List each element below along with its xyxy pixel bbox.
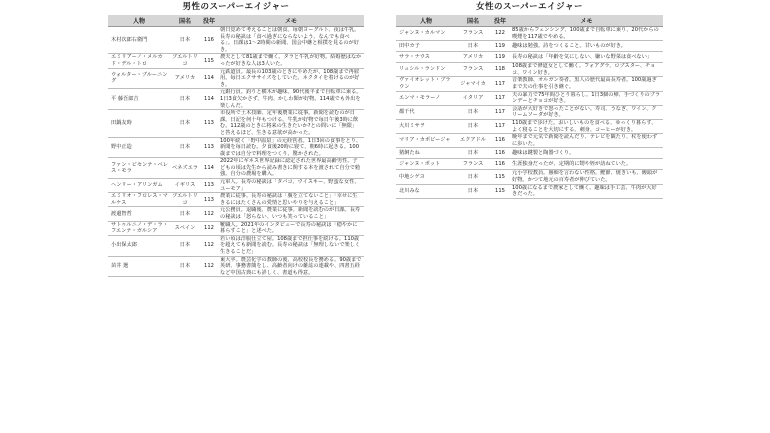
- name-cell: 小出保太郎: [108, 235, 170, 256]
- age-cell: 119: [490, 41, 510, 52]
- female-section: [396, 0, 663, 199]
- male-table-title: 男性のスーパーエイジャー: [182, 2, 290, 12]
- country-cell: 日本: [456, 148, 490, 159]
- age-cell: 112: [200, 221, 218, 235]
- name-cell: エンマ・モラーノ: [396, 91, 456, 105]
- name-cell: 野中正造: [108, 137, 170, 158]
- memo-cell: 生涯独身だったが、定期的に甥や姪が訪ねていた。: [510, 159, 663, 170]
- table-row: [108, 110, 364, 137]
- memo-cell: 元公務員。退職後、農業に従事。新聞を読むのが日課。長寿の秘訣は「怒らない、いつも笑っていること」: [218, 207, 364, 221]
- age-cell: 113: [200, 137, 218, 158]
- country-cell: 日本: [456, 184, 490, 198]
- age-cell: 122: [490, 27, 510, 41]
- memo-cell: 東大卒。農芸化学の教師の後、高校校長を務める。90歳まで英研、事務書簡をし、高齢者向けの雑誌の連載や、四書五経など中国古典にも詳しく、書道も得意。: [218, 256, 364, 277]
- table-row: [396, 134, 663, 148]
- table-row: [108, 221, 364, 235]
- name-cell: リュシル・ランドン: [396, 63, 456, 77]
- country-cell: フランス: [456, 27, 490, 41]
- country-cell: 日本: [170, 256, 200, 277]
- country-cell: フランス: [456, 63, 490, 77]
- memo-cell: 靴職人。2021年のインタビューで長寿の秘訣は「穏やかに暮らすこと」と述べた。: [218, 221, 364, 235]
- female-table-body: [396, 27, 663, 199]
- age-cell: 116: [200, 27, 218, 54]
- table-row: [108, 207, 364, 221]
- name-cell: 渡邊智哲: [108, 207, 170, 221]
- age-cell: 112: [200, 235, 218, 256]
- memo-cell: 若い頃は洋服仕立て屋。108歳まで担仕事を続ける。110歳を超えても新聞を読む。長寿の秘訣は「無理しないで楽しく生きることだ」: [218, 235, 364, 256]
- age-cell: 116: [490, 159, 510, 170]
- name-cell: 苗井 選: [108, 256, 170, 277]
- female-table-header-row: [396, 15, 663, 27]
- memo-cell: 農業に従事。長寿の秘訣は「腹を立てないこと」「幸せに生きるにはたくさんの愛情と思いやりを与えること」: [218, 193, 364, 207]
- age-cell: 114: [200, 89, 218, 110]
- country-cell: 日本: [170, 89, 200, 110]
- table-row: [396, 105, 663, 119]
- name-cell: 猪飼たね: [396, 148, 456, 159]
- table-row: [396, 170, 663, 184]
- memo-cell: 108歳まで修道女として働く。フォアグラ、ロブスター、チョコ、ワイン好き。: [510, 63, 663, 77]
- name-cell: 都千代: [396, 105, 456, 119]
- name-cell: サトゥルニノ・デ・ラ・フエンテ・ガルシア: [108, 221, 170, 235]
- header-name: 人物: [108, 15, 170, 27]
- name-cell: ヴァイオレット・ブラウン: [396, 77, 456, 91]
- country-cell: アメリカ: [170, 68, 200, 89]
- name-cell: マリア・カポビージャ: [396, 134, 456, 148]
- country-cell: ジャマイカ: [456, 77, 490, 91]
- name-cell: サラ・ナウス: [396, 52, 456, 63]
- country-cell: 日本: [170, 27, 200, 54]
- country-cell: アメリカ: [456, 52, 490, 63]
- header-age: 没年: [200, 15, 218, 27]
- memo-cell: 110歳まで歩けた。おいしいものを食べる、ゆっくり暮らす、よく寝ることを大切にする。刺身、コーヒーが好き。: [510, 119, 663, 133]
- age-cell: 113: [200, 110, 218, 137]
- table-row: [396, 91, 663, 105]
- memo-cell: 農夫として81歳まで働く。タラと牛乳が好物。結婚歴はなかったが好きな人は3人いた。: [218, 54, 364, 68]
- table-row: [108, 235, 364, 256]
- name-cell: ウォルター・ブルーニング: [108, 68, 170, 89]
- country-cell: 日本: [456, 105, 490, 119]
- name-cell: エミリオ・フロレス・マルケス: [108, 193, 170, 207]
- memo-cell: 朝日覚めて考えることは朝食。毎朝ヨーグルト、夜は牛乳。長寿の秘訣は「食べ過ぎにならないよう、なんでも食べる」。日課は1〜2時間の新聞、国会中継と相撲を見るのが好き。: [218, 27, 364, 54]
- memo-cell: 元小学校教員。愚痴を言わない性格。鰹節、焼きいも、饅頭が好物。かつて地元の百寿者が伸びていた。: [510, 170, 663, 184]
- memo-cell: 長寿の秘訣は「年齢を気にしない、嫌いな野菜は食べない」: [510, 52, 663, 63]
- age-cell: 117: [490, 77, 510, 91]
- country-cell: 日本: [170, 207, 200, 221]
- table-row: [396, 159, 663, 170]
- memo-cell: 2022年にギネス世界記録に認定された世界最高齢男性。子どもの頃は先生から読み書きに関する本を渡されて自分で勉強。自分の農場を購入。: [218, 158, 364, 179]
- memo-cell: 夫の暴力で75年間ひとり暮らし。1日3個の卵、手づくりのブランデーとチョコが好き。: [510, 91, 663, 105]
- name-cell: 田鍋友時: [108, 110, 170, 137]
- table-row: [396, 27, 663, 41]
- country-cell: 日本: [170, 235, 200, 256]
- table-row: [108, 27, 364, 54]
- country-cell: ベネズエラ: [170, 158, 200, 179]
- name-cell: 田中カ子: [396, 41, 456, 52]
- memo-cell: 趣味は勉強。詩をつくること。甘いものが好き。: [510, 41, 663, 52]
- table-row: [396, 63, 663, 77]
- header-country: 国名: [170, 15, 200, 27]
- name-cell: 大川ミサヲ: [396, 119, 456, 133]
- country-cell: プエルトリコ: [170, 193, 200, 207]
- age-cell: 114: [200, 158, 218, 179]
- table-row: [108, 179, 364, 193]
- female-table-title: 女性のスーパーエイジャー: [476, 2, 583, 12]
- country-cell: イギリス: [170, 179, 200, 193]
- table-row: [396, 184, 663, 198]
- memo-cell: 元鉄道員。最長の103歳のときにやめたが、108歳まで再雇用。毎日エクササイズをしていた。ネクタイを着けるのが好き。: [218, 68, 364, 89]
- memo-cell: 85歳からフェンシング、100歳まで自転車に乗り、20代からの喫煙を117歳でやめる。: [510, 27, 663, 41]
- age-cell: 115: [490, 184, 510, 198]
- memo-cell: 会話が大好きで怒ったことがない。寿司、うなぎ、ワイン、クリームソーダが好き。: [510, 105, 663, 119]
- table-row: [108, 193, 364, 207]
- memo-cell: 市役所で土木技師、定年後農業に従事。新聞を読むのが日課。日記を何十年もつける。牛乳が好物で毎日午後3時に飲む。112歳のときに将来の生きたいか?との問いに「無限」と答えるほど、生きる意欲が高かった。: [218, 110, 364, 137]
- header-memo: メモ: [218, 15, 364, 27]
- memo-cell: 趣味は鍵製と陶器づくり。: [510, 148, 663, 159]
- country-cell: プエルトリコ: [170, 54, 200, 68]
- memo-cell: 元軍人。長寿の秘訣は「タバコ、ウイスキー、野蛮な女性、ユーモア」: [218, 179, 364, 193]
- table-row: [108, 137, 364, 158]
- male-section: [108, 0, 364, 277]
- country-cell: フランス: [456, 159, 490, 170]
- age-cell: 113: [200, 193, 218, 207]
- country-cell: 日本: [170, 110, 200, 137]
- age-cell: 115: [490, 170, 510, 184]
- memo-cell: 音楽教師、オルガン奏者。黒人の歴代最高長寿者。100歳過ぎまで夫の仕事を引き継ぐ。: [510, 77, 663, 91]
- table-row: [108, 54, 364, 68]
- country-cell: 日本: [456, 41, 490, 52]
- name-cell: エミリアーノ・メルカド・デル・トロ: [108, 54, 170, 68]
- age-cell: 115: [200, 54, 218, 68]
- name-cell: 平 藤吾郎吉: [108, 89, 170, 110]
- header-name: 人物: [396, 15, 456, 27]
- table-row: [108, 256, 364, 277]
- memo-cell: 100年続く「野中温泉」の元経営者。1日3回の食事をとり、新聞を毎日読む。夕食後20時に寝て、朝6時に起きる。100歳までは自分で料理をつくり、驚かされた。: [218, 137, 364, 158]
- table-row: [108, 158, 364, 179]
- age-cell: 113: [200, 179, 218, 193]
- memo-cell: 100歳になるまで農家として働く。趣味は手工芸、牛肉が大好きだった。: [510, 184, 663, 198]
- country-cell: スペイン: [170, 221, 200, 235]
- age-cell: 114: [200, 68, 218, 89]
- male-table: [108, 15, 364, 277]
- name-cell: ファン・ビセンテ・ペレス・モラ: [108, 158, 170, 179]
- age-cell: 119: [490, 52, 510, 63]
- header-country: 国名: [456, 15, 490, 27]
- country-cell: 日本: [456, 119, 490, 133]
- table-row: [396, 41, 663, 52]
- header-memo: メモ: [510, 15, 663, 27]
- age-cell: 116: [490, 134, 510, 148]
- age-cell: 112: [200, 207, 218, 221]
- name-cell: 中地シゲヨ: [396, 170, 456, 184]
- header-age: 没年: [490, 15, 510, 27]
- table-row: [396, 148, 663, 159]
- name-cell: ジャンヌ・カルマン: [396, 27, 456, 41]
- country-cell: エクアドル: [456, 134, 490, 148]
- table-row: [108, 89, 364, 110]
- name-cell: ヘンリー・アリンガム: [108, 179, 170, 193]
- female-table: [396, 15, 663, 199]
- country-cell: 日本: [456, 170, 490, 184]
- age-cell: 116: [490, 148, 510, 159]
- memo-cell: 元銀行員。釣りと横木が趣味。90代後半まで自転車に乗る。1日3食欠かさず、牛肉、かしわ類が好物。114歳でも外出を楽しんだ。: [218, 89, 364, 110]
- age-cell: 117: [490, 119, 510, 133]
- age-cell: 118: [490, 63, 510, 77]
- name-cell: 北川みな: [396, 184, 456, 198]
- name-cell: ジャンヌ・ボット: [396, 159, 456, 170]
- country-cell: 日本: [170, 137, 200, 158]
- male-table-body: [108, 27, 364, 277]
- age-cell: 117: [490, 91, 510, 105]
- age-cell: 117: [490, 105, 510, 119]
- table-row: [396, 52, 663, 63]
- male-table-header-row: [108, 15, 364, 27]
- table-row: [108, 68, 364, 89]
- age-cell: 112: [200, 256, 218, 277]
- name-cell: 木村次郎右衛門: [108, 27, 170, 54]
- memo-cell: 晩年まで元気で新聞を読んだり、テレビを観たり、杖を使わずに歩いた。: [510, 134, 663, 148]
- table-row: [396, 119, 663, 133]
- country-cell: イタリア: [456, 91, 490, 105]
- table-row: [396, 77, 663, 91]
